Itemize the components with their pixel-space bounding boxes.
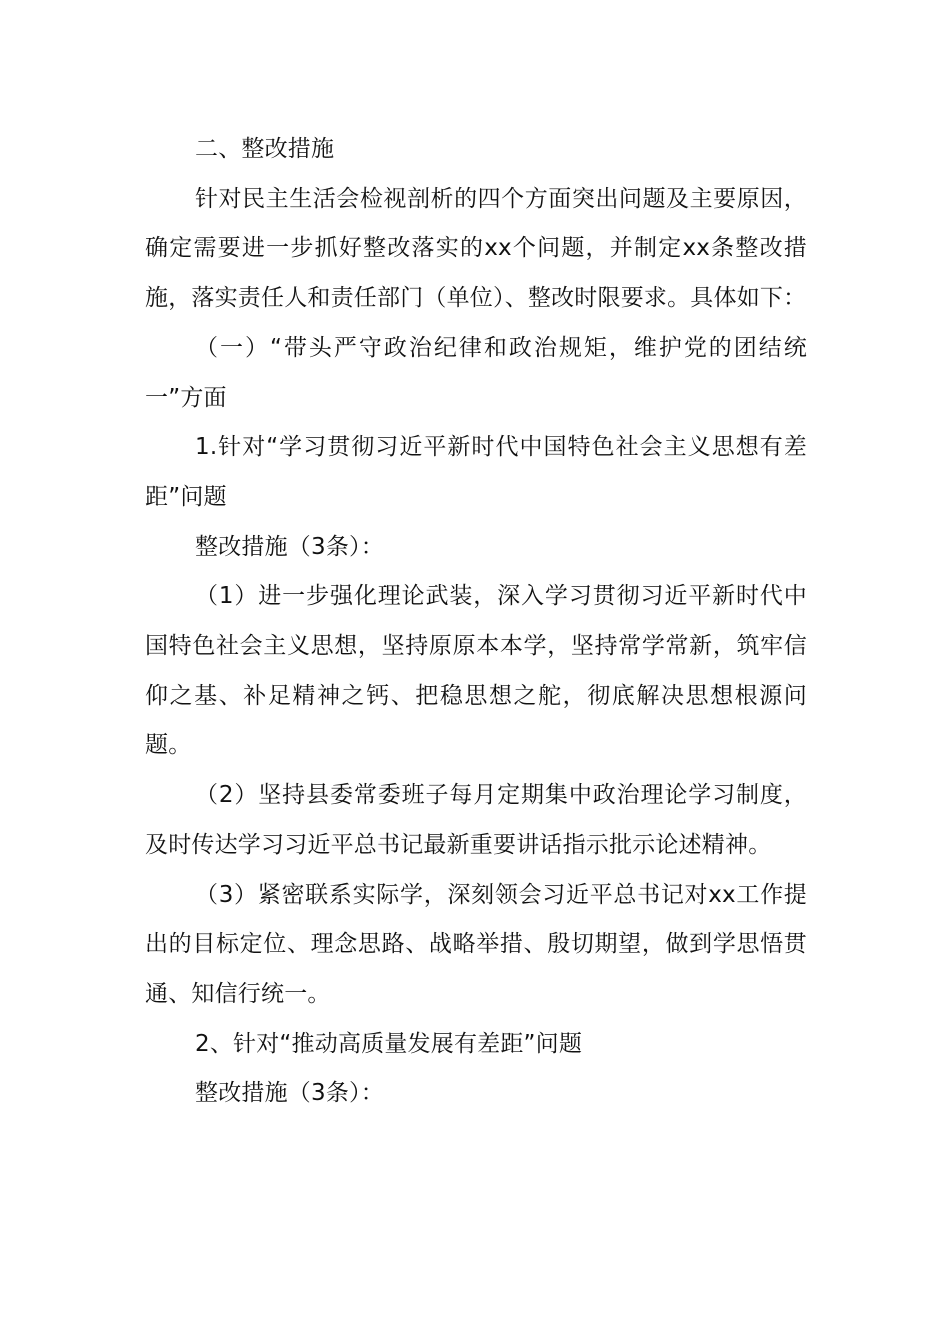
section-heading: 二、整改措施 bbox=[195, 136, 335, 162]
issue-heading-2: 2、针对“推动高质量发展有差距”问题 bbox=[195, 1030, 583, 1057]
issue-heading-1: 1.针对“学习贯彻习近平新时代中国特色社会主义思想有差距”问题 bbox=[145, 434, 807, 510]
measure-1: （1）进一步强化理论武装，深入学习贯彻习近平新时代中国特色社会主义思想，坚持原原本本学，坚持常学常新，筑牢信仰之基、补足精神之钙、把稳思想之舵，彻底解决思想根源问题。 bbox=[145, 583, 807, 759]
measure-2: （2）坚持县委常委班子每月定期集中政治理论学习制度，及时传达学习习近平总书记最新重要讲话指示批示论述精神。 bbox=[145, 782, 807, 858]
subsection-heading: （一）“带头严守政治纪律和政治规矩，维护党的团结统一”方面 bbox=[145, 334, 807, 411]
measures-label-1: 整改措施（3条）： bbox=[195, 533, 384, 560]
intro-paragraph: 针对民主生活会检视剖析的四个方面突出问题及主要原因，确定需要进一步抓好整改落实的xx个问题，并制定xx条整改措施，落实责任人和责任部门（单位）、整改时限要求。具体如下： bbox=[145, 185, 807, 312]
measure-3: （3）紧密联系实际学，深刻领会习近平总书记对xx工作提出的目标定位、理念思路、战略举措、殷切期望，做到学思悟贯通、知信行统一。 bbox=[145, 881, 807, 1007]
document-body bbox=[145, 125, 807, 1119]
measures-label-2: 整改措施（3条）： bbox=[195, 1080, 384, 1107]
